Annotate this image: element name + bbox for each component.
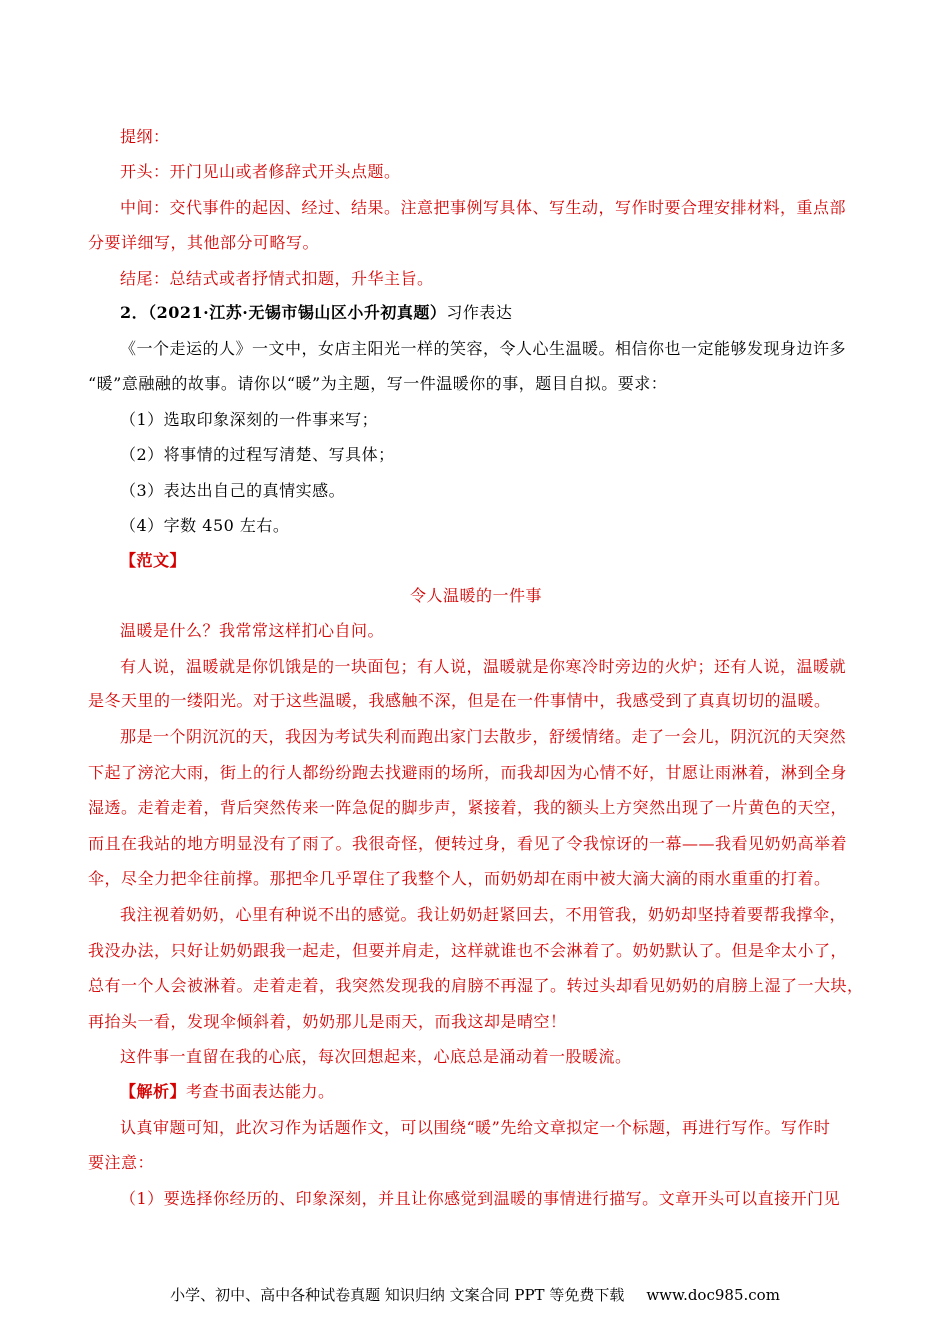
question-source: （2021·江苏·无锡市锡山区小升初真题） — [148, 303, 447, 322]
question-header — [120, 302, 896, 324]
outline-middle-line-1: 中间：交代事件的起因、经过、结果。注意把事例写具体、写生动，写作时要合理安排材料，重点部 — [120, 198, 847, 217]
essay-p3-line-3: 湿透。走着走着，背后突然传来一阵急促的脚步声，紧接着，我的额头上方突然出现了一片黄色的天空， — [88, 798, 848, 817]
essay-p4-line-3: 总有一个人会被淋着。走着走着，我突然发现我的肩膀不再湿了。转过头却看见奶奶的肩膀上湿了一大块， — [88, 976, 864, 995]
requirement-1: （1）选取印象深刻的一件事来写； — [120, 410, 379, 429]
outline-title: 提纲： — [120, 127, 170, 146]
essay-tag: 【范文】 — [120, 551, 187, 570]
analysis-header — [120, 1081, 896, 1103]
essay-paragraph-5: 这件事一直留在我的心底，每次回想起来，心底总是涌动着一股暖流。 — [120, 1047, 632, 1066]
outline-ending: 结尾：总结式或者抒情式扣题，升华主旨。 — [120, 269, 434, 288]
analysis-summary: 考查书面表达能力。 — [186, 1082, 335, 1101]
footer-website-link[interactable]: www.doc985.com — [646, 1286, 780, 1304]
outline-middle-line-2: 分要详细写，其他部分可略写。 — [88, 233, 320, 252]
analysis-line-2: 要注意： — [88, 1153, 155, 1172]
essay-p3-line-1: 那是一个阴沉沉的天，我因为考试失利而跑出家门去散步，舒缓情绪。走了一会儿，阴沉沉的天突然 — [120, 727, 847, 746]
question-type: 习作表达 — [446, 303, 513, 322]
essay-p2-line-2: 是冬天里的一缕阳光。对于这些温暖，我感触不深，但是在一件事情中，我感受到了真真切切的温暖。 — [88, 691, 831, 710]
question-number: 2． — [120, 303, 149, 322]
essay-p2-line-1: 有人说，温暖就是你饥饿是的一块面包；有人说，温暖就是你寒冷时旁边的火炉；还有人说，温暖就 — [120, 657, 847, 676]
requirement-2: （2）将事情的过程写清楚、写具体； — [120, 445, 395, 464]
footer-text: 小学、初中、高中各种试卷真题 知识归纳 文案合同 PPT 等免费下载 — [170, 1286, 625, 1304]
essay-p4-line-4: 再抬头一看，发现伞倾斜着，奶奶那儿是雨天，而我这却是晴空！ — [88, 1012, 567, 1031]
page-footer — [0, 1284, 950, 1305]
essay-p3-line-2: 下起了滂沱大雨，街上的行人都纷纷跑去找避雨的场所，而我却因为心情不好，甘愿让雨淋着，淋到全身 — [88, 763, 848, 782]
essay-title: 令人温暖的一件事 — [409, 586, 542, 605]
essay-p4-line-1: 我注视着奶奶，心里有种说不出的感觉。我让奶奶赶紧回去，不用管我，奶奶却坚持着要帮我撑伞， — [120, 905, 847, 924]
essay-p3-line-5: 伞，尽全力把伞往前撑。那把伞几乎罩住了我整个人，而奶奶却在雨中被大滴大滴的雨水重重的打着。 — [88, 869, 831, 888]
analysis-tag: 【解析】 — [120, 1082, 187, 1101]
requirement-4: （4）字数 450 左右。 — [120, 516, 290, 535]
essay-paragraph-1: 温暖是什么？我常常这样扪心自问。 — [120, 621, 385, 640]
essay-p4-line-2: 我没办法，只好让奶奶跟我一起走，但要并肩走，这样就谁也不会淋着了。奶奶默认了。但是伞太小了， — [88, 941, 848, 960]
outline-opening: 开头：开门见山或者修辞式开头点题。 — [120, 162, 401, 181]
essay-p3-line-4: 而且在我站的地方明显没有了雨了。我很奇怪，便转过身，看见了令我惊讶的一幕——我看见奶奶高举着 — [88, 834, 848, 853]
question-prompt-line-1: 《一个走运的人》一文中，女店主阳光一样的笑容，令人心生温暖。相信你也一定能够发现身边许多 — [120, 339, 847, 358]
analysis-line-3: （1）要选择你经历的、印象深刻，并且让你感觉到温暖的事情进行描写。文章开头可以直接开门见 — [120, 1189, 841, 1208]
requirement-3: （3）表达出自己的真情实感。 — [120, 481, 346, 500]
question-prompt-line-2: “暖”意融融的故事。请你以“暖”为主题，写一件温暖你的事，题目自拟。要求： — [88, 374, 668, 393]
analysis-line-1: 认真审题可知，此次习作为话题作文，可以围绕“暖”先给文章拟定一个标题，再进行写作。写作时 — [120, 1118, 831, 1137]
